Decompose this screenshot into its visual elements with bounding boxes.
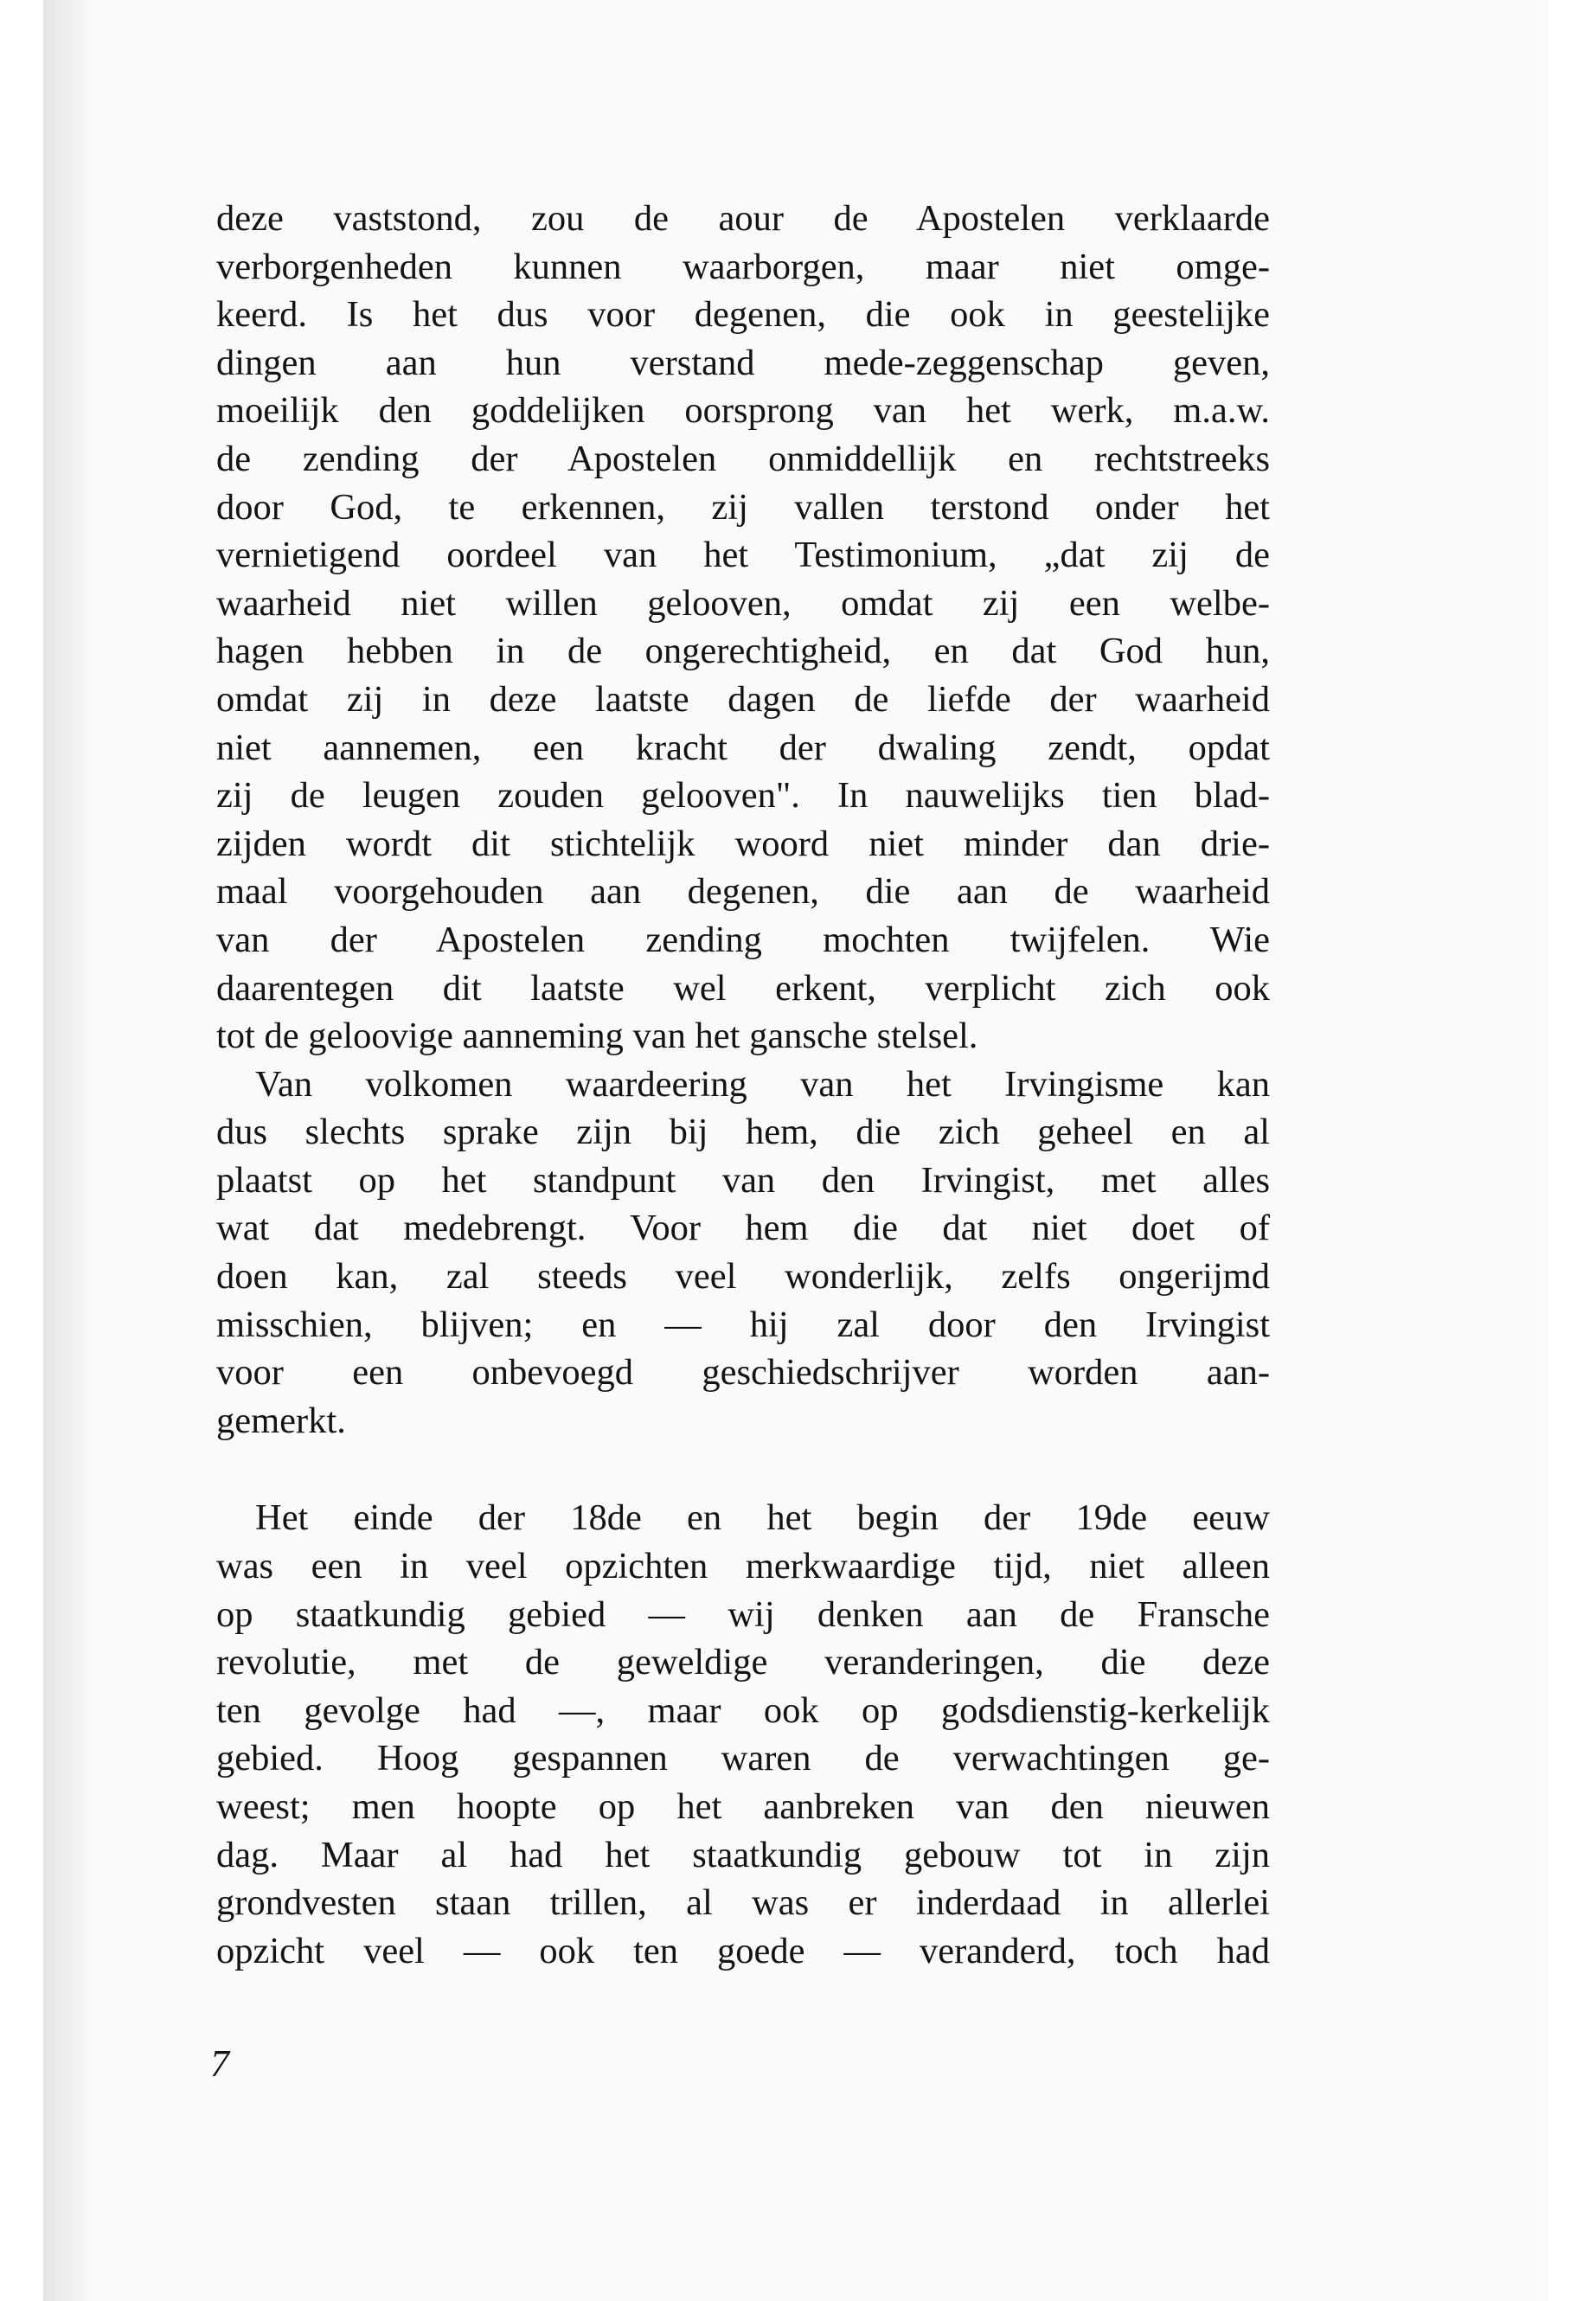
text-line: was een in veel opzichten merkwaardige tijd, niet alleen (216, 1546, 1270, 1587)
text-line: opzicht veel — ook ten goede — veranderd, toch had (216, 1930, 1270, 1971)
text-line: zij de leugen zouden gelooven". In nauwelijks tien blad- (216, 775, 1270, 817)
text-line: daarentegen dit laatste wel erkent, verplicht zich ook (216, 967, 1270, 1009)
text-line: niet aannemen, een kracht der dwaling zendt, opdat (216, 727, 1270, 768)
text-line: dingen aan hun verstand mede-zeggenschap geven, (216, 342, 1270, 383)
text-line: de zending der Apostelen onmiddellijk en rechtstreeks (216, 438, 1270, 479)
body-text (216, 195, 1270, 1975)
text-line: waarheid niet willen gelooven, omdat zij een welbe- (216, 582, 1270, 624)
text-line: zijden wordt dit stichtelijk woord niet minder dan drie- (216, 823, 1270, 864)
text-line: tot de geloovige aanneming van het gansche stelsel. (216, 1016, 978, 1057)
text-line: gemerkt. (216, 1400, 346, 1441)
text-line: grondvesten staan trillen, al was er inderdaad in allerlei (216, 1882, 1270, 1924)
text-line: gebied. Hoog gespannen waren de verwachtingen ge- (216, 1738, 1270, 1779)
text-line: wat dat medebrengt. Voor hem die dat niet doet of (216, 1208, 1270, 1249)
text-line: hagen hebben in de ongerechtigheid, en dat God hun, (216, 631, 1270, 672)
text-line: dus slechts sprake zijn bij hem, die zich geheel en al (216, 1112, 1270, 1153)
page-edge-shadow (43, 0, 95, 2301)
text-line: doen kan, zal steeds veel wonderlijk, zelfs ongerijmd (216, 1256, 1270, 1298)
text-line: door God, te erkennen, zij vallen terstond onder het (216, 486, 1270, 528)
paragraph-2 (216, 1061, 1270, 1445)
section-break (216, 1445, 1270, 1494)
paragraph-1 (216, 195, 1270, 1061)
text-line: Van volkomen waardeering van het Irvingisme kan (255, 1063, 1270, 1105)
text-line: ten gevolge had —, maar ook op godsdienstig-kerkelijk (216, 1689, 1270, 1731)
text-line: op staatkundig gebied — wij denken aan de Fransche (216, 1593, 1270, 1635)
text-line: vernietigend oordeel van het Testimonium, „dat zij de (216, 535, 1270, 576)
text-line: misschien, blijven; en — hij zal door den Irvingist (216, 1304, 1270, 1345)
text-line: verborgenheden kunnen waarborgen, maar niet omge- (216, 246, 1270, 287)
text-line: dag. Maar al had het staatkundig gebouw tot in zijn (216, 1834, 1270, 1875)
text-line: maal voorgehouden aan degenen, die aan de waarheid (216, 871, 1270, 913)
text-line: voor een onbevoegd geschiedschrijver worden aan- (216, 1352, 1270, 1394)
text-line: keerd. Is het dus voor degenen, die ook in geestelijke (216, 294, 1270, 336)
text-line: Het einde der 18de en het begin der 19de eeuw (255, 1497, 1270, 1539)
text-line: omdat zij in deze laatste dagen de liefde der waarheid (216, 678, 1270, 720)
text-line: van der Apostelen zending mochten twijfelen. Wie (216, 919, 1270, 960)
text-line: deze vaststond, zou de aour de Apostelen verklaarde (216, 198, 1270, 239)
text-line: moeilijk den goddelijken oorsprong van het werk, m.a.w. (216, 390, 1270, 432)
text-line: revolutie, met de geweldige veranderingen, die deze (216, 1642, 1270, 1683)
text-line: weest; men hoopte op het aanbreken van den nieuwen (216, 1786, 1270, 1827)
paragraph-3 (216, 1494, 1270, 1975)
page-number: 7 (210, 2042, 229, 2085)
text-line: plaatst op het standpunt van den Irvingist, met alles (216, 1159, 1270, 1201)
